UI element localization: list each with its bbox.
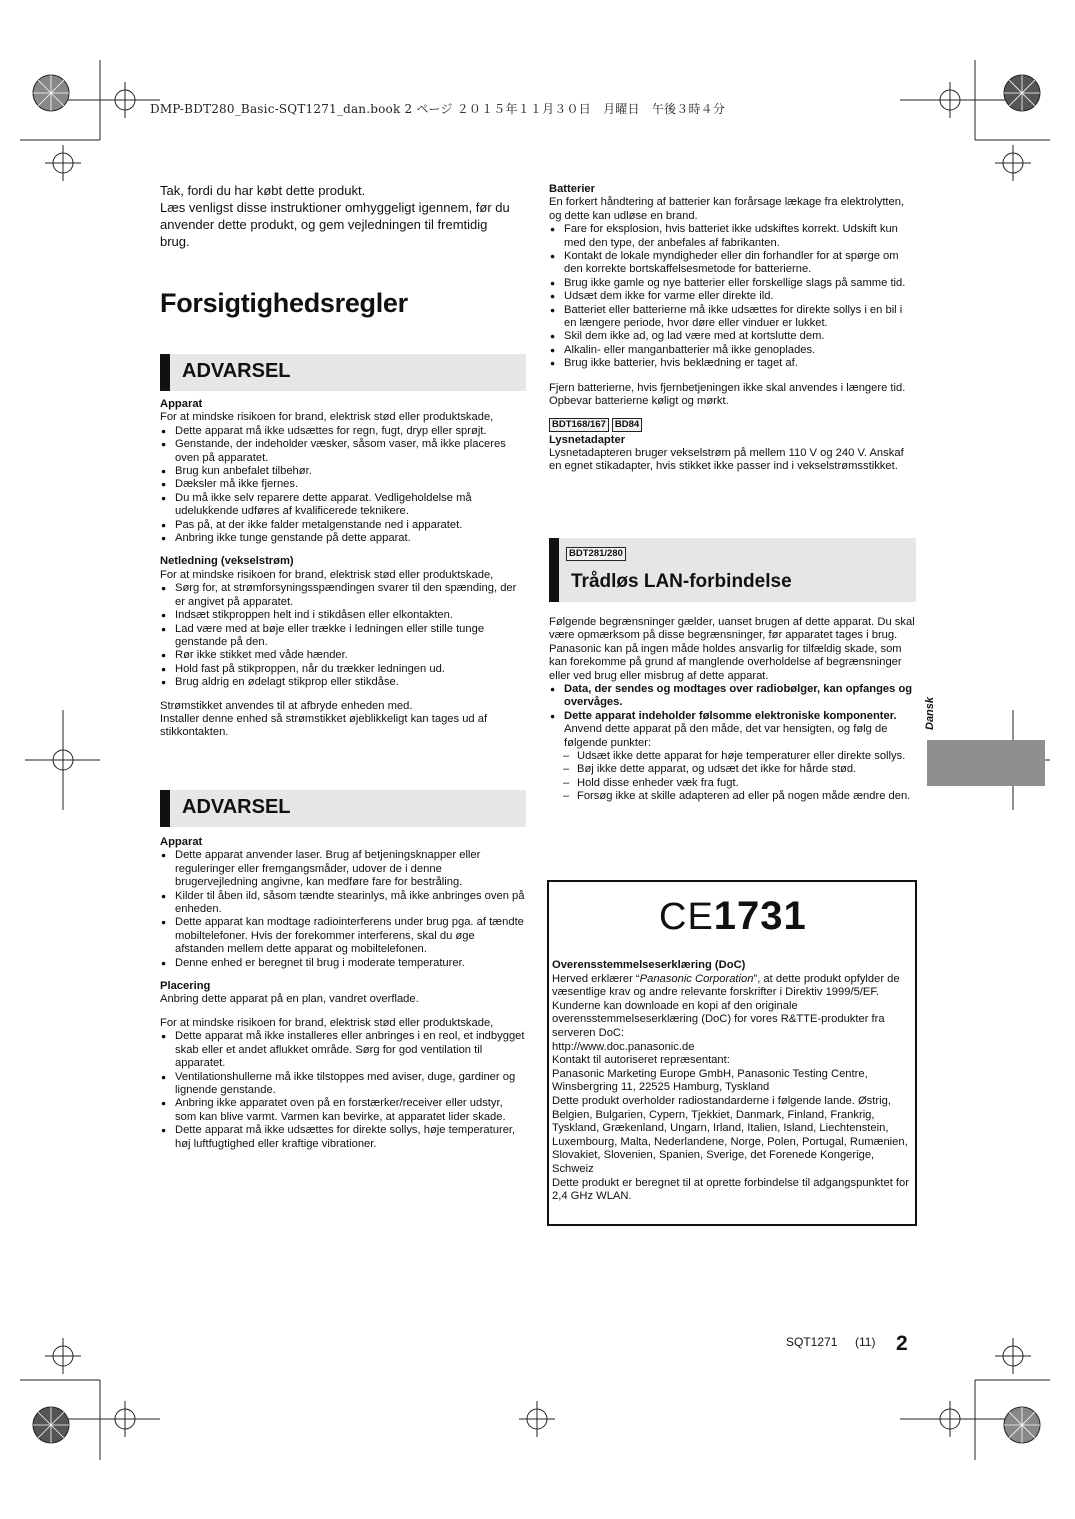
company-name: Panasonic Corporation	[639, 972, 754, 985]
list-item: ● Dette apparat indeholder følsomme elektroniske komponenter.	[549, 710, 916, 723]
placering-text: Anbring dette apparat på en plan, vandret overflade.	[160, 993, 419, 1006]
list-item: ● Dette apparat må ikke installeres eller anbringes i en reol, et indbygget skab eller et andet aflukket område. Sørg for god ventilation til apparatet.	[160, 1030, 526, 1070]
ce-mark	[659, 894, 807, 939]
list-item: ● Brug ikke batterier, hvis beklædning er taget af.	[549, 357, 916, 370]
doc-countries: Dette produkt overholder radiostandarderne i følgende lande. Østrig, Belgien, Bulgarien, Cypern, Tjekkiet, Danmark, Finland, Frankrig, Tyskland, Grækenland, Ungarn, Irland, Italien, Island, Liechtenstein, Luxembourg, Malta, Nederlandene, Norge, Polen, Portugal, Rumænien, Slovakiet, Slovenien, Spanien, Sverige, det Forenede Kongerige, Schweiz	[552, 1094, 908, 1175]
wlan-body	[549, 616, 916, 804]
apparat-intro: For at mindske risikoen for brand, elektrisk stød eller produktskade,	[160, 411, 494, 424]
warning-banner-1	[160, 354, 526, 391]
declaration-box	[547, 880, 917, 1226]
list-item: ● Batteriet eller batterierne må ikke udsættes for direkte sollys i en bil i en længere periode, hvor døre eller vinduer er lukket.	[549, 304, 916, 331]
list-item: ● Brug kun anbefalet tilbehør.	[160, 465, 526, 478]
apparat-list	[160, 849, 526, 970]
placering-list	[160, 1030, 526, 1151]
net-intro: For at mindske risikoen for brand, elektrisk stød eller produktskade,	[160, 568, 494, 581]
doc-subpage: (11)	[855, 1335, 876, 1349]
warning-label: ADVARSEL	[182, 796, 291, 818]
wlan-para-1: Følgende begrænsninger gælder, uanset brugen af dette apparat. Du skal være opmærksom på disse begrænsninger, før apparatet tages i brug.	[549, 616, 915, 642]
language-tab	[927, 740, 1045, 786]
banner-bar	[160, 354, 170, 391]
list-item: ● Data, der sendes og modtages over radiobølger, kan opfanges og overvåges.	[549, 683, 916, 710]
wlan-banner	[549, 538, 916, 602]
batteries-intro: En forkert håndtering af batterier kan forårsage lækage fra elektrolytten, og dette kan udløse en brand.	[549, 196, 905, 222]
intro-instructions: Læs venligst disse instruktioner omhyggeligt igennem, før du anvender dette produkt, og gem vejledningen til fremtidig brug.	[160, 200, 510, 249]
list-item: ● Anbring ikke apparatet oven på en forstærker/receiver eller udstyr, som kan blive varmt. Varmen kan bevirke, at apparatet lider skade.	[160, 1097, 526, 1124]
list-item: ● Alkalin- eller manganbatterier må ikke genoplades.	[549, 344, 916, 357]
language-tab-label: Dansk	[924, 696, 936, 730]
net-heading: Netledning (vekselstrøm)	[160, 555, 294, 568]
list-item: ● Hold fast på stikproppen, når du trækker ledningen ud.	[160, 663, 526, 676]
intro-text	[160, 182, 520, 250]
list-item: ● Dette apparat anvender laser. Brug af betjeningsknapper eller reguleringer eller fremgangsmåder, udover de i denne brugervejledning angivne, kan medføre fare for bestråling.	[160, 849, 526, 889]
apparat-heading: Apparat	[160, 836, 203, 848]
apparat-heading: Apparat	[160, 398, 203, 410]
list-item: ● Brug ikke gamle og nye batterier eller forskellige slags på samme tid.	[549, 277, 916, 290]
doc-code: SQT1271	[786, 1335, 838, 1349]
list-item: ● Dæksler må ikke fjernes.	[160, 478, 526, 491]
warning-1-body	[160, 398, 526, 740]
list-item: ● Lad være med at bøje eller trække i ledningen eller stille tunge genstande på den.	[160, 623, 526, 650]
list-item: ● Dette apparat må ikke udsættes for regn, fugt, dryp eller sprøjt.	[160, 425, 526, 438]
list-item: ● Kontakt de lokale myndigheder eller din forhandler for at spørge om den korrekte bortskaffelsesmetode for batterierne.	[549, 250, 916, 277]
list-item: ● Dette apparat må ikke udsættes for direkte sollys, høje temperaturer, høj luftfugtighed eller kraftige vibrationer.	[160, 1124, 526, 1151]
wlan-followup: Anvend dette apparat på den måde, det var hensigten, og følg de følgende punkter:	[564, 723, 888, 749]
doc-url[interactable]: http://www.doc.panasonic.de	[552, 1040, 695, 1053]
doc-text: Herved erklærer “	[552, 972, 640, 985]
plug-text-1: Strømstikket anvendes til at afbryde enheden med.	[160, 699, 413, 712]
plug-text-2: Installer denne enhed så strømstikket øjeblikkeligt kan tages ud af stikkontakten.	[160, 712, 488, 739]
warning-2-body	[160, 836, 526, 1151]
doc-statement	[552, 973, 914, 1000]
doc-text: ”, at dette produkt opfylder de væsentlige krav og andre relevante forskrifter i Direktiv 1999/5/EF.	[552, 972, 900, 999]
wlan-title: Trådløs LAN-forbindelse	[571, 571, 792, 592]
print-header-line: DMP-BDT280_Basic-SQT1271_dan.book 2 ページ ２０１５年１１月３０日 月曜日 午後３時４分	[150, 102, 726, 116]
list-item: ● Udsæt dem ikke for varme eller direkte ild.	[549, 290, 916, 303]
list-item: ● Denne enhed er beregnet til brug i moderate temperaturer.	[160, 957, 526, 970]
banner-bar	[549, 538, 559, 602]
model-tag: BDT168/167	[549, 418, 609, 432]
warning-banner-2	[160, 790, 526, 827]
net-list	[160, 582, 526, 689]
remote-batteries-text: Fjern batterierne, hvis fjernbetjeningen ikke skal anvendes i længere tid. Opbevar batterierne køligt og mørkt.	[549, 381, 906, 408]
batteries-section	[549, 183, 916, 474]
banner-bar	[160, 790, 170, 827]
list-item: ● Genstande, der indeholder væsker, såsom vaser, må ikke placeres oven på apparatet.	[160, 438, 526, 465]
list-item: ● Pas på, at der ikke falder metalgenstande ned i apparatet.	[160, 519, 526, 532]
list-item: ● Brug aldrig en ødelagt stikprop eller stikdåse.	[160, 676, 526, 689]
model-tag: BDT281/280	[566, 547, 626, 561]
doc-wlan-note: Dette produkt er beregnet til at oprette forbindelse til adgangspunktet for 2,4 GHz WLAN.	[552, 1176, 909, 1203]
page-title: Forsigtighedsregler	[160, 288, 408, 318]
list-item: ● Fare for eksplosion, hvis batteriet ikke udskiftes korrekt. Udskift kun med den type, der anbefales af fabrikanten.	[549, 223, 916, 250]
wlan-para-2: Panasonic kan på ingen måde holdes ansvarlig for tilfældig skade, som kan forekomme på grund af manglende overholdelse af begrænsninger eller ved brug eller misbrug af dette apparat.	[549, 642, 902, 682]
wlan-list	[549, 683, 916, 723]
doc-heading: Overensstemmelseserklæring (DoC)	[552, 959, 746, 971]
list-item: ● Ventilationshullerne må ikke tilstoppes med aviser, duge, gardiner og lignende genstande.	[160, 1071, 526, 1098]
list-item: – Hold disse enheder væk fra fugt.	[563, 777, 916, 790]
wlan-dash-list	[549, 750, 916, 804]
model-tag: BD84	[612, 418, 642, 432]
adapter-heading: Lysnetadapter	[549, 433, 626, 446]
adapter-text: Lysnetadapteren bruger vekselstrøm på mellem 110 V og 240 V. Anskaf en egnet stikadapter, hvis stikket ikke passer ind i vekselstrømsstikket.	[549, 446, 904, 473]
placering-risk-text: For at mindske risikoen for brand, elektrisk stød eller produktskade,	[160, 1016, 494, 1029]
list-item: ● Dette apparat kan modtage radiointerferens under brug pga. af tændte mobiltelefoner. Hvis der forekommer interferens, skal du øge afstanden mellem dette apparat og mobiltelefonen.	[160, 916, 526, 956]
list-item: ● Indsæt stikproppen helt ind i stikdåsen eller elkontakten.	[160, 609, 526, 622]
list-item: ● Du må ikke selv reparere dette apparat. Vedligeholdelse må udelukkende udføres af kvalificerede teknikere.	[160, 492, 526, 519]
list-item: ● Skil dem ikke ad, og lad være med at kortslutte dem.	[549, 330, 916, 343]
batteries-heading: Batterier	[549, 183, 596, 195]
list-item: ● Kilder til åben ild, såsom tændte stearinlys, må ikke anbringes oven på enheden.	[160, 890, 526, 917]
declaration-text	[552, 959, 914, 1204]
intro-thanks: Tak, fordi du har købt dette produkt.	[160, 183, 366, 198]
doc-download: Kunderne kan downloade en kopi af den originale overensstemmelseserklæring (DoC) for vores R&TTE-produkter fra serveren DoC:	[552, 999, 885, 1039]
ce-number: 1731	[713, 894, 807, 938]
list-item: ● Rør ikke stikket med våde hænder.	[160, 649, 526, 662]
page-number: 2	[896, 1332, 908, 1355]
placering-heading: Placering	[160, 980, 211, 993]
doc-representative: Panasonic Marketing Europe GmbH, Panasonic Testing Centre, Winsbergring 11, 22525 Hamburg, Tyskland	[552, 1067, 868, 1094]
list-item: ● Sørg for, at strømforsyningsspændingen svarer til den spænding, der er angivet på apparatet.	[160, 582, 526, 609]
batteries-list	[549, 223, 916, 370]
warning-label: ADVARSEL	[182, 360, 291, 382]
model-tags	[549, 418, 916, 432]
ce-symbol: CE	[659, 896, 714, 938]
list-item: ● Anbring ikke tunge genstande på dette apparat.	[160, 532, 526, 545]
list-item: – Bøj ikke dette apparat, og udsæt det ikke for hårde stød.	[563, 763, 916, 776]
list-item: – Forsøg ikke at skille adapteren ad eller på nogen måde ændre den.	[563, 790, 916, 803]
apparat-list	[160, 425, 526, 546]
doc-contact: Kontakt til autoriseret repræsentant:	[552, 1054, 730, 1067]
list-item: – Udsæt ikke dette apparat for høje temperaturer eller direkte sollys.	[563, 750, 916, 763]
